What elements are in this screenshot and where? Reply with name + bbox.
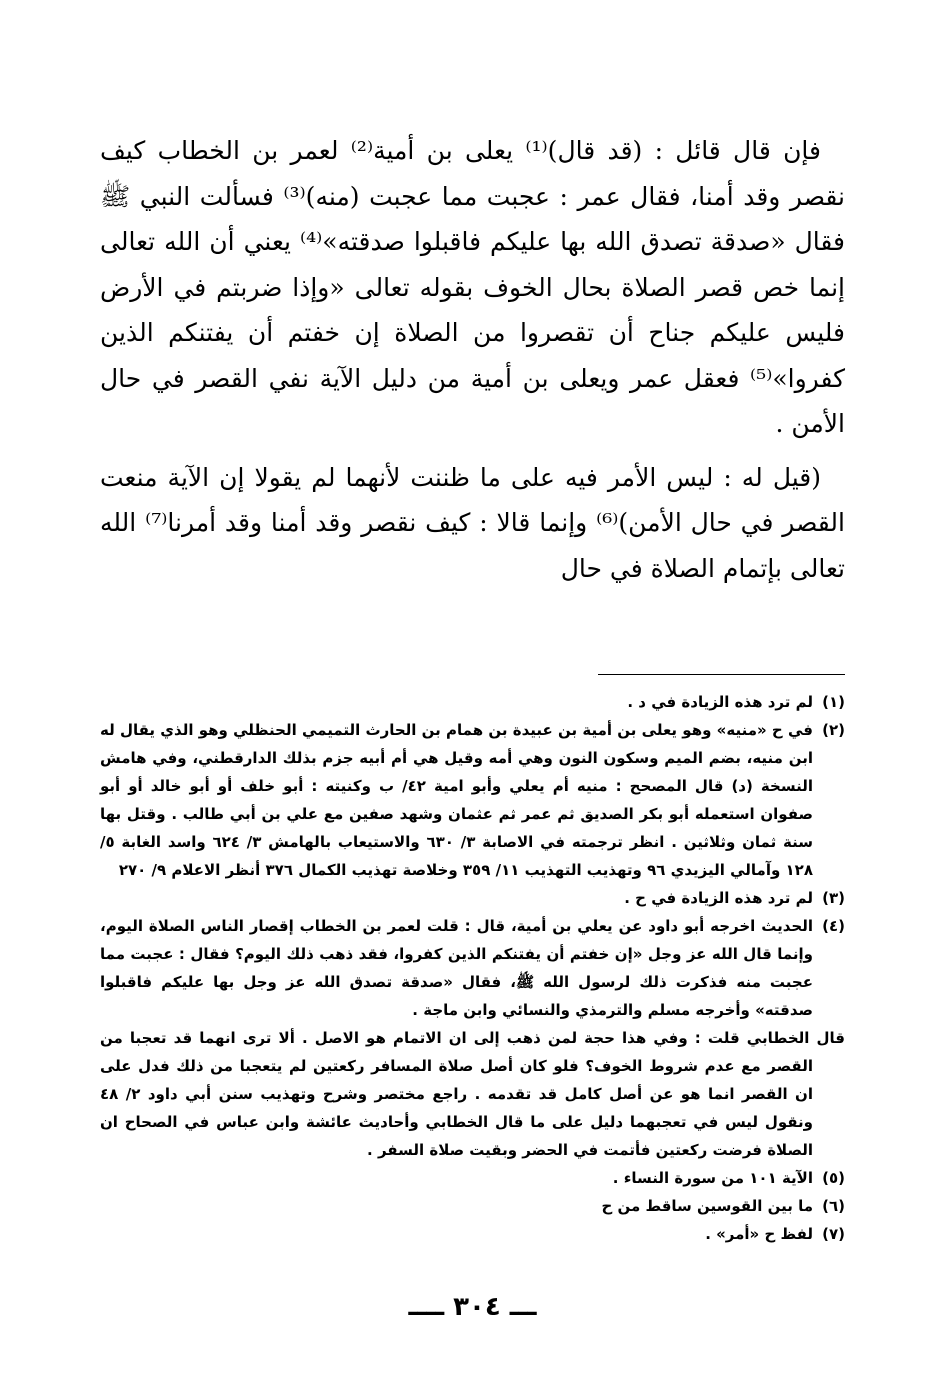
footnote-6 [100,1192,845,1220]
footnote-4-khattabi-note: قال الخطابي قلت : وفي هذا حجة لمن ذهب إلى ان الاتمام هو الاصل . ألا ترى انهما قد تعجبا من القصر مع عدم شروط الخوف؟ فلو كان أصل صلاة المسافر ركعتين لم يتعجبا من ذلك فدل على ان القصر انما هو عن أصل كامل قد تقدمه . راجع مختصر وشرح وتهذيب سنن أبي داود ٢/ ٤٨ ونقول ليس في تعجبهما دليل على ما قال الخطابي وأحاديث عائشة وابن عباس في الصحاح ان الصلاة فرضت ركعتين فأتمت في الحضر وبقيت صلاة السفر . [100,1029,845,1159]
footnote-number: (٢) [822,721,845,739]
main-text [100,128,845,591]
footnote-text: ما بين القوسين ساقط من ح [601,1197,813,1215]
footnote-text: لم ترد هذه الزيادة في د . [627,693,813,711]
main-paragraph-2: (قيل له : ليس الأمر فيه على ما ظننت لأنهما لم يقولا إن الآية منعت القصر في حال الأمن)⁽⁶⁾ وإنما قالا : كيف نقصر وقد أمنا وقد أمرنا⁽⁷⁾ الله تعالى بإتمام الصلاة في حال [100,462,845,583]
footnote-separator [598,674,845,675]
footnote-text: لم ترد هذه الزيادة في ح . [624,889,813,907]
footnote-text: في ح «منيه» وهو يعلى بن أمية بن عبيدة بن همام بن الحارث التميمي الحنظلي وهو الذي يقال له ابن منيه، بضم الميم وسكون النون وهي أمه وقيل هي أم أبيه جزم بذلك الدارقطني، وفي هامش النسخة (د) قال المصحح : منيه أم يعلي وأبو امية ٤٢/ ب وكنيته : أبو خلف أو أبو خالد أو أبو صفوان استعمله أبو بكر الصديق ثم عمر ثم عثمان وشهد صفين مع علي بن أبي طالب . وقتل بها سنة ثمان وثلاثين . انظر ترجمته في الاصابة ٣/ ٦٣٠ والاستيعاب بالهامش ٣/ ٦٢٤ واسد الغابة ٥/ ١٢٨ وآمالي اليزيدي ٩٦ وتهذيب التهذيب ١١/ ٣٥٩ وخلاصة تهذيب الكمال ٣٧٦ أنظر الاعلام ٩/ ٢٧٠ [100,721,813,879]
footnote-number: (١) [822,693,845,711]
main-paragraph-1: فإن قال قائل : (قد قال)⁽¹⁾ يعلى بن أمية⁽²⁾ لعمر بن الخطاب كيف نقصر وقد أمنا، فقال عمر : عجبت مما عجبت (منه)⁽³⁾ فسألت النبي ﷺ فقال «صدقة تصدق الله بها عليكم فاقبلوا صدقته»⁽⁴⁾ يعني أن الله تعالى إنما خص قصر الصلاة بحال الخوف بقوله تعالى «وإذا ضربتم في الأرض فليس عليكم جناح أن تقصروا من الصلاة إن خفتم أن يفتنكم الذين كفروا»⁽⁵⁾ فعقل عمر ويعلى بن أمية من دليل الآية نفي القصر في حال الأمن . [100,136,845,438]
footnote-number: (٣) [822,889,845,907]
footnotes [100,688,845,1248]
footnote-text: الآية ١٠١ من سورة النساء . [612,1169,813,1187]
footnote-number: (٧) [822,1225,845,1243]
footnote-text: الحديث اخرجه أبو داود عن يعلي بن أمية، قال : قلت لعمر بن الخطاب إقصار الناس الصلاة اليوم، وإنما قال الله عز وجل «إن خفتم أن يفتنكم الذين كفروا، فقد ذهب ذلك اليوم؟ فقال : عجبت مما عجبت منه فذكرت ذلك لرسول الله ﷺ، فقال «صدقة تصدق الله عز وجل بها عليكم فاقبلوا صدقته» وأخرجه مسلم والترمذي والنسائي وابن ماجة . [100,917,813,1019]
footnote-text: لفظ ح «أمر» . [705,1225,813,1243]
page-number: ـــ ٣٠٤ ــــ [408,1292,537,1322]
footnote-2 [100,716,845,884]
footnote-5 [100,1164,845,1192]
footnote-4 [100,912,845,1024]
footnote-number: (٤) [822,917,845,935]
footnote-7 [100,1220,845,1248]
footnote-3 [100,884,845,912]
footnote-number: (٥) [822,1169,845,1187]
footnote-1 [100,688,845,716]
footnote-number: (٦) [822,1197,845,1215]
